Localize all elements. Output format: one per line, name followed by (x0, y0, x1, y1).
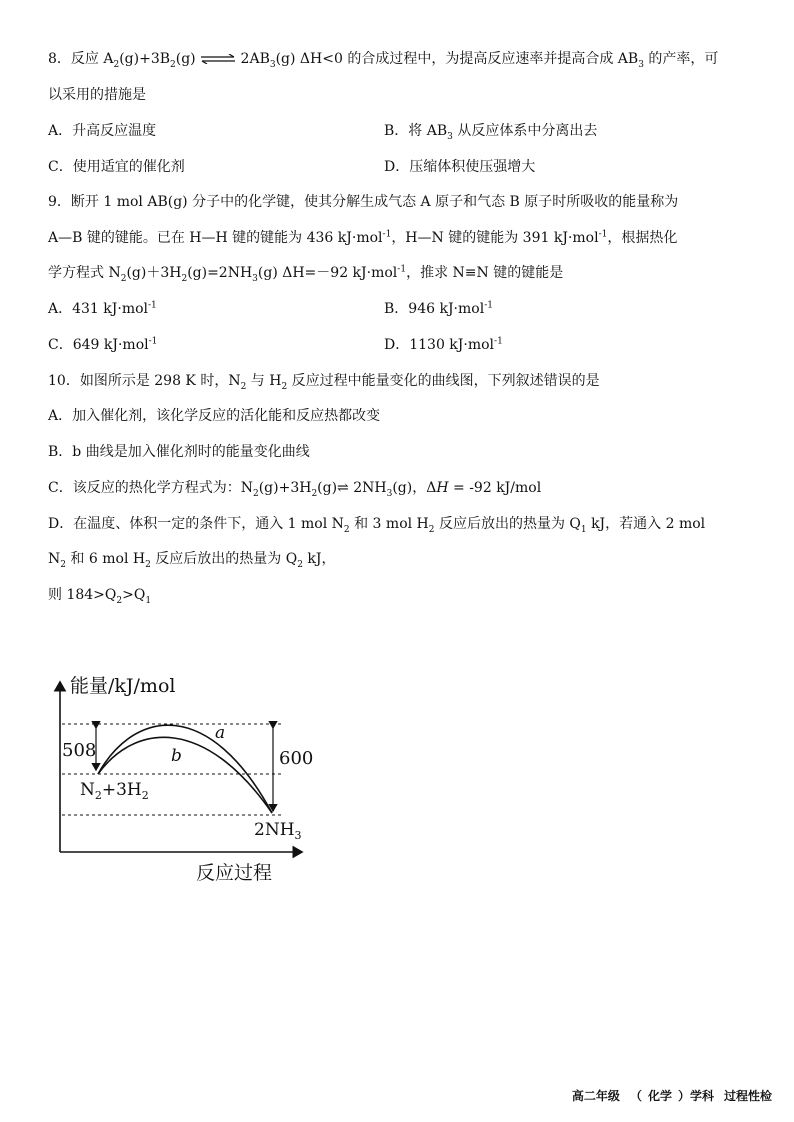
q9-line3: 学方程式 $N_2(g)+3H_2(g)=2NH_3(g)$ ΔH=－92 kJ·mol$^{-1}$，推求 N≡N 键的键能是 (48, 264, 564, 284)
value-508: 508 (62, 740, 97, 761)
y-axis-label: 能量/kJ/mol (70, 675, 176, 697)
curve-a-label: a (215, 723, 226, 743)
q9-option-c[interactable]: C．649 kJ·mol$^{-1}$ (48, 336, 158, 353)
x-axis-label: 反应过程 (196, 862, 273, 884)
q8-option-a[interactable]: A．升高反应温度 (48, 123, 157, 139)
q10-option-d-line1[interactable]: D．在温度、体积一定的条件下，通入 1 mol $N_2$ 和 3 mol $H_2$ 反应后放出的热量为 $Q_1$ kJ，若通入 2 mol (48, 516, 706, 535)
q9-option-d[interactable]: D．1130 kJ·mol$^{-1}$ (384, 336, 503, 353)
q8-line2: 以采用的措施是 (48, 87, 146, 103)
q10-option-d-line2[interactable]: $N_2$ 和 6 mol $H_2$ 反应后放出的热量为 $Q_2$ kJ， (48, 551, 336, 570)
q9-option-b[interactable]: B．946 kJ·mol$^{-1}$ (384, 300, 493, 317)
energy-diagram (40, 668, 340, 888)
q9-line2: A—B 键的键能。已在 H—H 键的键能为 436 kJ·mol$^{-1}$，H—N 键的键能为 391 kJ·mol$^{-1}$，根据热化 (48, 229, 678, 246)
q10-option-d-line3[interactable]: 则 $184>Q_2>Q_1$ (48, 587, 152, 606)
curve-b (98, 737, 272, 813)
product-label: $2NH_3$ (254, 820, 302, 842)
q9-line1: 9．断开 1 mol AB(g) 分子中的化学键，使其分解生成气态 A 原子和气态 B 原子时所吸收的能量称为 (48, 194, 679, 210)
q10-line1: 10．如图所示是 298 K 时，$N_2$ 与 $H_2$ 反应过程中能量变化的曲线图，下列叙述错误的是 (48, 373, 600, 392)
reversible-arrow-icon (200, 54, 236, 64)
q10-option-c[interactable]: C．该反应的热化学方程式为：$N_2(g)+3H_2(g)\rightleftharpoons$ $2NH_3(g)$，ΔH = -92 kJ/mol (48, 480, 542, 499)
q10-option-b[interactable]: B．b 曲线是加入催化剂时的能量变化曲线 (48, 444, 310, 460)
q8-option-d[interactable]: D．压缩体积使压强增大 (384, 159, 536, 175)
q8-option-c[interactable]: C．使用适宜的催化剂 (48, 159, 185, 175)
q8-line1: 8．反应 $A_2(g)+3B_2(g)$ $2AB_3(g)$ ΔH<0 的合成过程中，为提高反应速率并提高合成 $AB_3$ 的产率，可 (48, 51, 719, 70)
reactants-label: $N_2+3H_2$ (80, 780, 149, 802)
page-footer: 高二年级 （ 化学 ）学科 过程性检 (571, 1089, 772, 1103)
q8-option-b[interactable]: B．将 $AB_3$ 从反应体系中分离出去 (384, 123, 598, 142)
q9-option-a[interactable]: A．431 kJ·mol$^{-1}$ (48, 300, 157, 317)
value-600: 600 (279, 748, 314, 769)
q10-option-a[interactable]: A．加入催化剂，该化学反应的活化能和反应热都改变 (48, 408, 381, 424)
curve-b-label: b (171, 746, 182, 766)
